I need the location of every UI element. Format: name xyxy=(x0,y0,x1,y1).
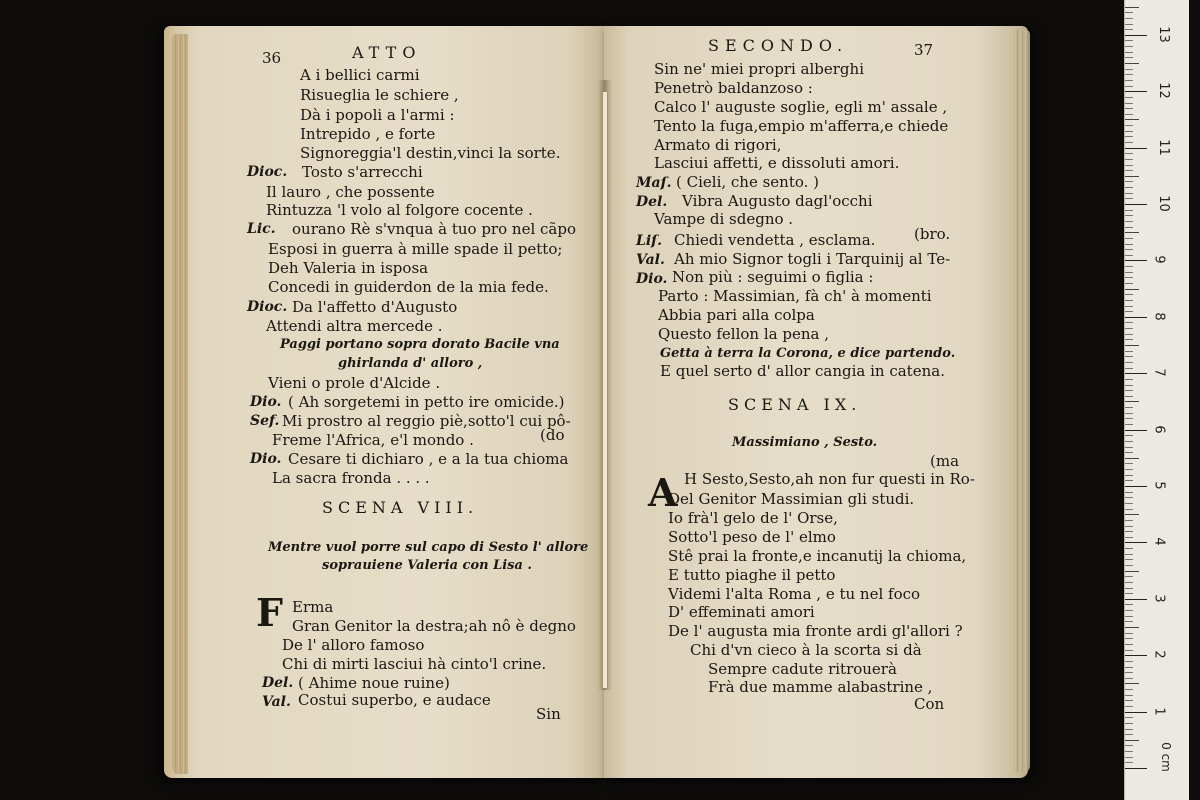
text-line: Chi d'vn cieco à la scorta si dà xyxy=(690,641,922,659)
text-line: Attendi altra mercede . xyxy=(266,317,443,335)
ruler-tick xyxy=(1125,204,1147,205)
ruler-tick xyxy=(1125,396,1133,397)
ruler-tick xyxy=(1125,717,1133,718)
ruler-number: 6 xyxy=(1151,424,1167,434)
ruler-tick xyxy=(1125,480,1133,481)
text-line: Stê prai la fronte,e incanutij la chioma, xyxy=(668,547,967,565)
catchword: Sin xyxy=(536,705,561,723)
text-line: Abbia pari alla colpa xyxy=(658,306,815,324)
ruler-tick xyxy=(1125,475,1133,476)
ruler-tick xyxy=(1125,294,1133,295)
ruler-tick xyxy=(1125,277,1133,278)
ruler-tick xyxy=(1125,300,1133,301)
ruler-tick xyxy=(1125,644,1133,645)
ruler-tick xyxy=(1125,689,1133,690)
ruler-tick xyxy=(1125,542,1147,543)
text-line: Sempre cadute ritrouerà xyxy=(708,660,897,678)
ruler-tick xyxy=(1125,7,1139,8)
ruler-tick xyxy=(1125,103,1133,104)
text-line: Videmi l'alta Roma , e tu nel foco xyxy=(668,585,921,603)
ruler-number: 1 xyxy=(1151,706,1167,716)
ruler-tick xyxy=(1125,526,1133,527)
ruler-tick xyxy=(1125,210,1133,211)
ruler-tick xyxy=(1125,181,1133,182)
ruler-tick xyxy=(1125,57,1133,58)
ruler-tick xyxy=(1125,86,1133,87)
ruler-tick xyxy=(1125,136,1133,137)
ruler-tick xyxy=(1125,554,1133,555)
ruler-tick xyxy=(1125,452,1133,453)
ruler-tick xyxy=(1125,514,1139,515)
ruler-number: 11 xyxy=(1155,138,1171,156)
text-line: Parto : Massimian, fà ch' à momenti xyxy=(658,287,932,305)
stage-direction: ghirlanda d' alloro , xyxy=(338,356,483,371)
ruler-tick xyxy=(1125,18,1133,19)
ruler-number: 3 xyxy=(1151,594,1167,603)
text-line: Io frà'l gelo de l' Orse, xyxy=(668,509,838,527)
ruler-tick xyxy=(1125,441,1133,442)
text-line: Tosto s'arrecchi xyxy=(302,163,423,181)
text-line: Penetrò baldanzoso : xyxy=(654,79,813,97)
ruler-tick xyxy=(1125,91,1147,92)
ruler-tick xyxy=(1125,40,1133,41)
ruler-tick xyxy=(1125,604,1133,605)
text-line: Gran Genitor la destra;ah nô è degno xyxy=(292,617,576,635)
text-line: Ah mio Signor togli i Tarquinij al Te- xyxy=(674,250,951,268)
ruler-tick xyxy=(1125,148,1147,149)
ruler-tick xyxy=(1125,238,1133,239)
speaker-label: Dio. xyxy=(636,271,668,287)
ruler-tick xyxy=(1125,289,1139,290)
ruler-tick xyxy=(1125,667,1133,668)
text-line: (bro. xyxy=(914,225,951,243)
text-line: Concedi in guiderdon de la mia fede. xyxy=(268,278,549,296)
ruler-tick xyxy=(1125,114,1133,115)
text-line: Esposi in guerra à mille spade il petto; xyxy=(268,240,563,258)
ruler-unit-label: 0 cm xyxy=(1158,742,1173,772)
ruler-tick xyxy=(1125,334,1133,335)
ruler-tick xyxy=(1125,695,1133,696)
ruler-tick xyxy=(1125,142,1133,143)
ruler-tick xyxy=(1125,46,1133,47)
text-line: (do xyxy=(540,426,565,444)
ruler-tick xyxy=(1125,69,1133,70)
text-line: Lasciui affetti, e dissoluti amori. xyxy=(654,154,900,172)
text-line: Costui superbo, e audace xyxy=(298,691,491,709)
running-head: SECONDO. xyxy=(708,36,849,55)
stage-direction: soprauiene Valeria con Lisa . xyxy=(322,558,532,573)
measuring-ruler xyxy=(1124,0,1189,800)
text-line: Calco l' auguste soglie, egli m' assale , xyxy=(654,98,948,116)
ruler-tick xyxy=(1125,757,1133,758)
ruler-tick xyxy=(1125,469,1133,470)
ruler-tick xyxy=(1125,227,1133,228)
text-line: Da l'affetto d'Augusto xyxy=(292,298,458,316)
drop-cap: A xyxy=(648,470,678,515)
ruler-tick xyxy=(1125,131,1133,132)
ruler-tick xyxy=(1125,700,1133,701)
speaker-label: Dio. xyxy=(250,394,282,410)
ruler-tick xyxy=(1125,187,1133,188)
ruler-tick xyxy=(1125,317,1147,318)
speaker-label: Liſ. xyxy=(636,233,663,249)
ruler-tick xyxy=(1125,633,1133,634)
ruler-tick xyxy=(1125,723,1133,724)
ruler-tick xyxy=(1125,531,1133,532)
text-line: H Sesto,Sesto,ah non fur questi in Ro- xyxy=(684,470,975,488)
binding-thread xyxy=(602,92,608,688)
ruler-tick xyxy=(1125,368,1133,369)
ruler-tick xyxy=(1125,35,1147,36)
ruler-tick xyxy=(1125,63,1139,64)
running-head: ATTO xyxy=(352,43,422,62)
ruler-tick xyxy=(1125,762,1133,763)
ruler-tick xyxy=(1125,447,1133,448)
text-line: E quel serto d' allor cangia in catena. xyxy=(660,362,945,380)
ruler-tick xyxy=(1125,351,1133,352)
ruler-tick xyxy=(1125,497,1133,498)
speaker-label: Del. xyxy=(262,675,294,691)
ruler-tick xyxy=(1125,672,1133,673)
ruler-tick xyxy=(1125,165,1133,166)
speaker-label: Maſ. xyxy=(636,175,672,191)
ruler-tick xyxy=(1125,170,1133,171)
text-line: Rintuzza 'l volo al folgore cocente . xyxy=(266,201,533,219)
text-line: De l' alloro famoso xyxy=(282,636,425,654)
ruler-tick xyxy=(1125,706,1133,707)
text-line: Sotto'l peso de l' elmo xyxy=(668,528,836,546)
ruler-tick xyxy=(1125,430,1147,431)
text-line: ( Cieli, che sento. ) xyxy=(676,173,820,191)
speaker-label: Sef. xyxy=(250,413,280,429)
ruler-tick xyxy=(1125,266,1133,267)
ruler-tick xyxy=(1125,599,1147,600)
ruler-tick xyxy=(1125,582,1133,583)
ruler-tick xyxy=(1125,232,1139,233)
ruler-tick xyxy=(1125,565,1133,566)
stage-direction: Paggi portano sopra dorato Bacile vna xyxy=(280,337,560,352)
text-line: Chi di mirti lasciui hà cinto'l crine. xyxy=(282,655,547,673)
ruler-tick xyxy=(1125,407,1133,408)
ruler-tick xyxy=(1125,379,1133,380)
ruler-tick xyxy=(1125,153,1133,154)
ruler-tick xyxy=(1125,373,1147,374)
ruler-tick xyxy=(1125,221,1133,222)
text-line: Chiedi vendetta , esclama. xyxy=(674,231,876,249)
ruler-tick xyxy=(1125,537,1133,538)
ruler-tick xyxy=(1125,74,1133,75)
ruler-number: 10 xyxy=(1155,195,1171,212)
ruler-tick xyxy=(1125,198,1133,199)
ruler-tick xyxy=(1125,272,1133,273)
ruler-tick xyxy=(1125,29,1133,30)
text-line: De l' augusta mia fronte ardi gl'allori ? xyxy=(668,622,963,640)
ruler-tick xyxy=(1125,588,1133,589)
ruler-tick xyxy=(1125,345,1139,346)
ruler-tick xyxy=(1125,661,1133,662)
text-line: A i bellici carmi xyxy=(300,66,420,84)
page-number: 37 xyxy=(914,41,934,59)
ruler-tick xyxy=(1125,339,1133,340)
text-line: Questo fellon la pena , xyxy=(658,325,829,343)
ruler-tick xyxy=(1125,559,1133,560)
ruler-tick xyxy=(1125,627,1139,628)
ruler-tick xyxy=(1125,520,1133,521)
speaker-label: Val. xyxy=(262,694,291,710)
ruler-tick xyxy=(1125,509,1133,510)
text-line: Del Genitor Massimian gli studi. xyxy=(668,490,915,508)
catchword: Con xyxy=(914,695,945,713)
ruler-tick xyxy=(1125,650,1133,651)
ruler-tick xyxy=(1125,486,1147,487)
ruler-number: 2 xyxy=(1151,650,1167,659)
ruler-tick xyxy=(1125,424,1133,425)
text-line: Intrepido , e forte xyxy=(300,125,436,143)
ruler-tick xyxy=(1125,745,1133,746)
ruler-number: 8 xyxy=(1151,312,1167,321)
text-line: Vieni o prole d'Alcide . xyxy=(268,374,441,392)
ruler-tick xyxy=(1125,119,1139,120)
speaker-label: Del. xyxy=(636,194,668,210)
ruler-tick xyxy=(1125,621,1133,622)
text-line: Frà due mamme alabastrine , xyxy=(708,678,933,696)
ruler-tick xyxy=(1125,311,1133,312)
text-line: ourano Rè s'vnqua à tuo pro nel cãpo xyxy=(292,220,576,238)
text-line: Il lauro , che possente xyxy=(266,183,435,201)
ruler-tick xyxy=(1125,24,1133,25)
text-line: Freme l'Africa, e'l mondo . xyxy=(272,431,474,449)
ruler-tick xyxy=(1125,418,1133,419)
ruler-tick xyxy=(1125,385,1133,386)
stage-direction: Mentre vuol porre sul capo di Sesto l' allore xyxy=(268,540,589,555)
ruler-number: 9 xyxy=(1151,255,1167,265)
text-line: ( Ah sorgetemi in petto ire omicide.) xyxy=(288,393,565,411)
ruler-tick xyxy=(1125,356,1133,357)
ruler-tick xyxy=(1125,125,1133,126)
text-line: (ma xyxy=(930,452,960,470)
ruler-tick xyxy=(1125,255,1133,256)
ruler-tick xyxy=(1125,492,1133,493)
text-line: Dà i popoli a l'armi : xyxy=(300,106,455,124)
ruler-tick xyxy=(1125,401,1139,402)
speaker-label: Val. xyxy=(636,252,665,268)
ruler-tick xyxy=(1125,80,1133,81)
text-line: ( Ahime noue ruine) xyxy=(298,674,450,692)
ruler-tick xyxy=(1125,306,1133,307)
text-line: Vampe di sdegno . xyxy=(654,210,794,228)
ruler-tick xyxy=(1125,12,1133,13)
page-number: 36 xyxy=(262,49,282,67)
text-line: Deh Valeria in isposa xyxy=(268,259,429,277)
ruler-tick xyxy=(1125,176,1139,177)
ruler-tick xyxy=(1125,729,1133,730)
ruler-tick xyxy=(1125,610,1133,611)
text-line: Sin ne' miei propri alberghi xyxy=(654,60,864,78)
ruler-number: 7 xyxy=(1151,368,1167,377)
ruler-tick xyxy=(1125,159,1133,160)
ruler-tick xyxy=(1125,108,1133,109)
text-line: Armato di rigori, xyxy=(654,136,782,154)
ruler-tick xyxy=(1125,322,1133,323)
ruler-tick xyxy=(1125,215,1133,216)
ruler-tick xyxy=(1125,97,1133,98)
speaker-label: Dio. xyxy=(250,451,282,467)
speaker-label: Dioc. xyxy=(247,299,288,315)
ruler-tick xyxy=(1125,576,1133,577)
stage-direction: Getta à terra la Corona, e dice partendo. xyxy=(660,346,956,361)
ruler-tick xyxy=(1125,390,1133,391)
ruler-tick xyxy=(1125,734,1133,735)
text-line: E tutto piaghe il petto xyxy=(668,566,836,584)
drop-cap: F xyxy=(256,590,283,635)
scene-heading: SCENA IX. xyxy=(728,395,862,414)
text-line: Mi prostro al reggio piè,sotto'l cui pô- xyxy=(282,412,571,430)
text-line: Risueglia le schiere , xyxy=(300,86,459,104)
ruler-tick xyxy=(1125,740,1139,741)
ruler-tick xyxy=(1125,751,1133,752)
text-line: Tento la fuga,empio m'afferra,e chiede xyxy=(654,117,949,135)
ruler-tick xyxy=(1125,249,1133,250)
ruler-tick xyxy=(1125,593,1133,594)
stage-direction: Massimiano , Sesto. xyxy=(732,435,878,450)
ruler-tick xyxy=(1125,655,1147,656)
speaker-label: Lic. xyxy=(247,221,276,237)
scene-heading: SCENA VIII. xyxy=(322,498,479,517)
ruler-tick xyxy=(1125,244,1133,245)
right-page-edge xyxy=(1014,30,1030,772)
text-line: Erma xyxy=(292,598,334,616)
text-line: La sacra fronda . . . . xyxy=(272,469,430,487)
ruler-tick xyxy=(1125,458,1139,459)
ruler-tick xyxy=(1125,548,1133,549)
ruler-tick xyxy=(1125,678,1133,679)
ruler-tick xyxy=(1125,362,1133,363)
ruler-number: 4 xyxy=(1151,537,1167,547)
ruler-number: 5 xyxy=(1151,481,1167,490)
ruler-tick xyxy=(1125,260,1147,261)
ruler-tick xyxy=(1125,571,1139,572)
text-line: Non più : seguimi o figlia : xyxy=(672,268,874,286)
text-line: Signoreggia'l destin,vinci la sorte. xyxy=(300,144,561,162)
ruler-tick xyxy=(1125,283,1133,284)
ruler-tick xyxy=(1125,328,1133,329)
ruler-tick xyxy=(1125,768,1147,769)
ruler-tick xyxy=(1125,503,1133,504)
ruler-tick xyxy=(1125,193,1133,194)
ruler-tick xyxy=(1125,52,1133,53)
ruler-number: 12 xyxy=(1155,82,1171,99)
ruler-tick xyxy=(1125,683,1139,684)
ruler-tick xyxy=(1125,435,1133,436)
ruler-number: 13 xyxy=(1155,26,1171,43)
ruler-tick xyxy=(1125,413,1133,414)
ruler-tick xyxy=(1125,638,1133,639)
speaker-label: Dioc. xyxy=(247,164,288,180)
text-line: D' effeminati amori xyxy=(668,603,815,621)
left-page-edge xyxy=(172,34,188,774)
text-line: Cesare ti dichiaro , e a la tua chioma xyxy=(288,450,569,468)
ruler-tick xyxy=(1125,616,1133,617)
ruler-tick xyxy=(1125,463,1133,464)
text-line: Vibra Augusto dagl'occhi xyxy=(682,192,873,210)
ruler-tick xyxy=(1125,712,1147,713)
